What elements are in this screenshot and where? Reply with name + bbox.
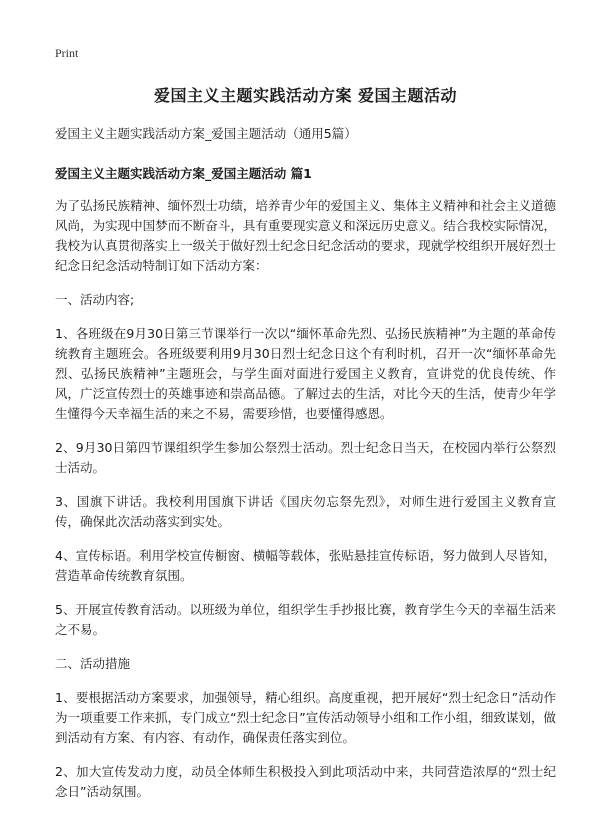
- intro-paragraph: 为了弘扬民族精神、缅怀烈士功绩，培养青少年的爱国主义、集体主义精神和社会主义道德风尚，为实现中国梦而不断奋斗，具有重要现实意义和深远历史意义。结合我校实际情况，我校为认真贯彻落实上一级关于做好烈士纪念日纪念活动的要求，现就学校组织开展好烈士纪念日纪念活动特制订如下活动方案：: [55, 198, 556, 273]
- measure-item-2: 2、加大宣传发动力度，动员全体师生积极投入到此项活动中来，共同营造浓厚的“烈士纪念日”活动氛围。: [55, 764, 556, 799]
- section-heading: 爱国主义主题实践活动方案_爱国主题活动 篇1: [55, 166, 312, 181]
- activity-item-5: 5、开展宣传教育活动。以班级为单位，组织学生手抄报比赛，教育学生今天的幸福生活来之不易。: [55, 602, 556, 637]
- heading-activity-measures: 二、活动措施: [55, 656, 131, 671]
- activity-item-1: 1、各班级在9月30日第三节课举行一次以“缅怀革命先烈、弘扬民族精神”为主题的革命传统教育主题班会。各班级要利用9月30日烈士纪念日这个有利时机，召开一次“缅怀革命先烈、弘扬民族精神”主题班会，与学生面对面进行爱国主义教育，宣讲党的优良传统、作风，广泛宣传烈士的英雄事迹和崇高品德。了解过去的生活，对比今天的生活，使青少年学生懂得今天幸福生活的来之不易，需要珍惜，也要懂得感恩。: [55, 326, 556, 421]
- document-subtitle: 爱国主义主题实践活动方案_爱国主题活动（通用5篇）: [55, 126, 357, 141]
- print-link[interactable]: Print: [55, 46, 79, 60]
- activity-item-2: 2、9月30日第四节课组织学生参加公祭烈士活动。烈士纪念日当天，在校园内举行公祭烈士活动。: [55, 440, 556, 475]
- document-title: 爱国主义主题实践活动方案 爱国主题活动: [153, 86, 458, 105]
- measure-item-1: 1、要根据活动方案要求，加强领导，精心组织。高度重视，把开展好“烈士纪念日”活动作为一项重要工作来抓，专门成立“烈士纪念日”宣传活动领导小组和工作小组，细致谋划，做到活动有方案、有内容、有动作，确保责任落实到位。: [55, 690, 556, 745]
- activity-item-4: 4、宣传标语。利用学校宣传橱窗、横幅等载体，张贴悬挂宣传标语，努力做到人尽皆知，营造革命传统教育氛围。: [55, 548, 556, 583]
- heading-activity-content: 一、活动内容;: [55, 292, 135, 307]
- activity-item-3: 3、国旗下讲话。我校利用国旗下讲话《国庆勿忘祭先烈》，对师生进行爱国主义教育宣传，确保此次活动落实到实处。: [55, 494, 556, 529]
